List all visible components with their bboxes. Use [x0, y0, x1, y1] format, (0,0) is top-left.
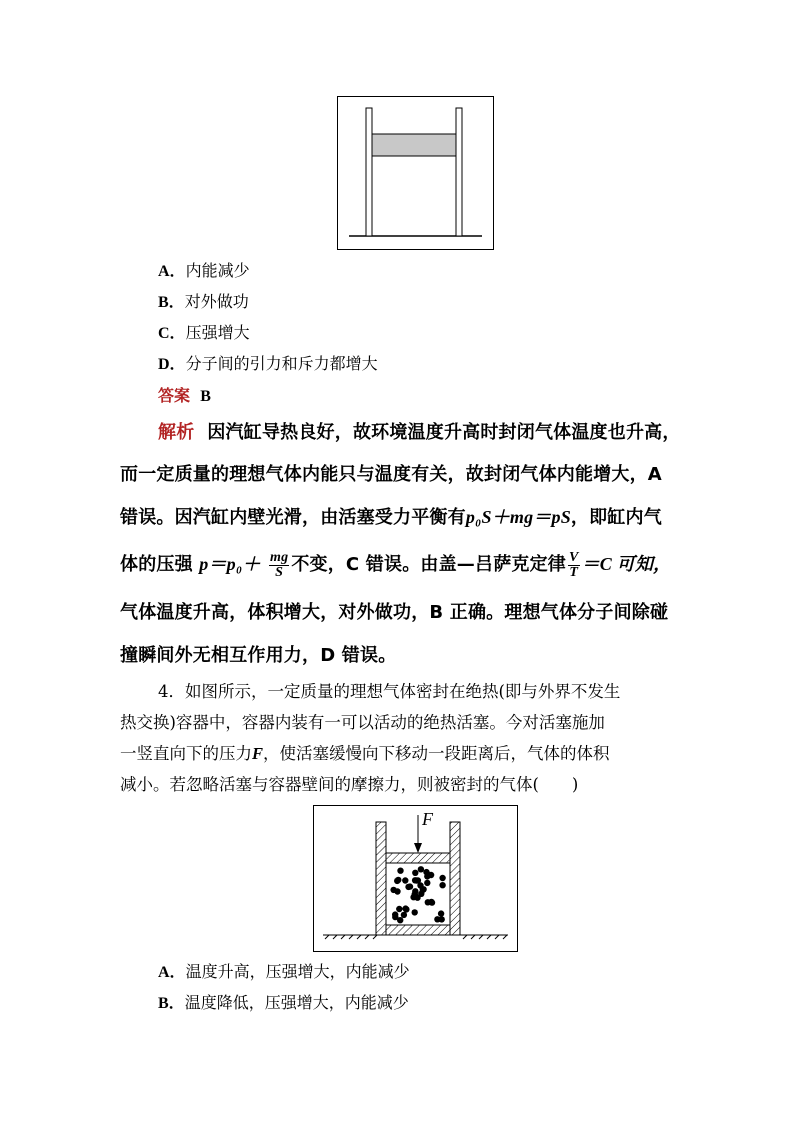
gas-molecule — [439, 875, 445, 881]
fraction-v-over-t: $\frac{V}{T}$ — [569, 549, 579, 580]
figure-insulated-container — [313, 805, 518, 952]
gas-molecule — [434, 916, 440, 922]
gas-molecule — [402, 905, 408, 911]
question-4-line-2: 热交换)容器中，容器内装有一可以活动的绝热活塞。今对活塞施加 — [120, 713, 605, 732]
question-4-line-1: 4．如图所示，一定质量的理想气体密封在绝热(即与外界不发生 — [158, 682, 621, 701]
figure-cylinder-piston — [337, 96, 494, 250]
analysis-label: 解析 — [158, 422, 195, 443]
gas-molecule — [428, 899, 434, 905]
gas-molecule — [418, 866, 424, 872]
gas-molecule — [392, 914, 398, 920]
question-4-line-4: 减小。若忽略活塞与容器壁间的摩擦力，则被密封的气体( ) — [120, 775, 579, 794]
gas-molecule — [396, 906, 402, 912]
answer-label: 答案 — [158, 386, 191, 405]
gas-molecule — [412, 909, 418, 915]
gas-molecule — [402, 877, 408, 883]
analysis-line-1: 解析 因汽缸导热良好，故环境温度升高时封闭气体温度也升高， — [158, 422, 681, 443]
analysis-line-3: 错误。因汽缸内壁光滑，由活塞受力平衡有p₀S＋mg＝pS，即缸内气 — [120, 507, 662, 528]
fraction-mg-over-s: $\frac{mg}{S}$ — [270, 549, 289, 580]
analysis-line-4: 体的压强 p＝p₀＋ $\frac{mg}{S}$ 不变，C 错误。由盖—吕萨克定律 $\frac{V}{T}$ ＝C 可知， — [120, 549, 672, 580]
option-b: B．对外做功 — [158, 292, 249, 311]
gas-molecule — [424, 880, 430, 886]
gas-molecule — [439, 882, 445, 888]
gas-molecule — [412, 870, 418, 876]
gas-molecule — [395, 877, 401, 883]
answer-value: B — [200, 388, 211, 405]
analysis-line-6: 撞瞬间外无相互作用力，D 错误。 — [120, 645, 397, 666]
option-a: A．内能减少 — [158, 261, 250, 280]
gas-molecule — [401, 912, 407, 918]
answer-line — [158, 386, 211, 407]
gas-molecule — [397, 868, 403, 874]
q4-option-a: A．温度升高，压强增大，内能减少 — [158, 962, 410, 981]
gas-molecule — [438, 910, 444, 916]
gas-molecule — [428, 872, 434, 878]
gas-molecule — [420, 886, 426, 892]
gas-molecule — [413, 877, 419, 883]
gas-molecule — [412, 888, 418, 894]
force-label: F — [422, 809, 433, 829]
gas-molecule — [390, 887, 396, 893]
option-c: C．压强增大 — [158, 323, 250, 342]
q4-option-b: B．温度降低，压强增大，内能减少 — [158, 993, 409, 1012]
gas-molecule — [405, 884, 411, 890]
question-4-line-3: 一竖直向下的压力F，使活塞缓慢向下移动一段距离后，气体的体积 — [120, 744, 610, 763]
option-d: D．分子间的引力和斥力都增大 — [158, 354, 378, 373]
analysis-line-5: 气体温度升高，体积增大，对外做功，B 正确。理想气体分子间除碰 — [120, 602, 669, 623]
analysis-line-2: 而一定质量的理想气体内能只与温度有关，故封闭气体内能增大，A — [120, 464, 662, 485]
